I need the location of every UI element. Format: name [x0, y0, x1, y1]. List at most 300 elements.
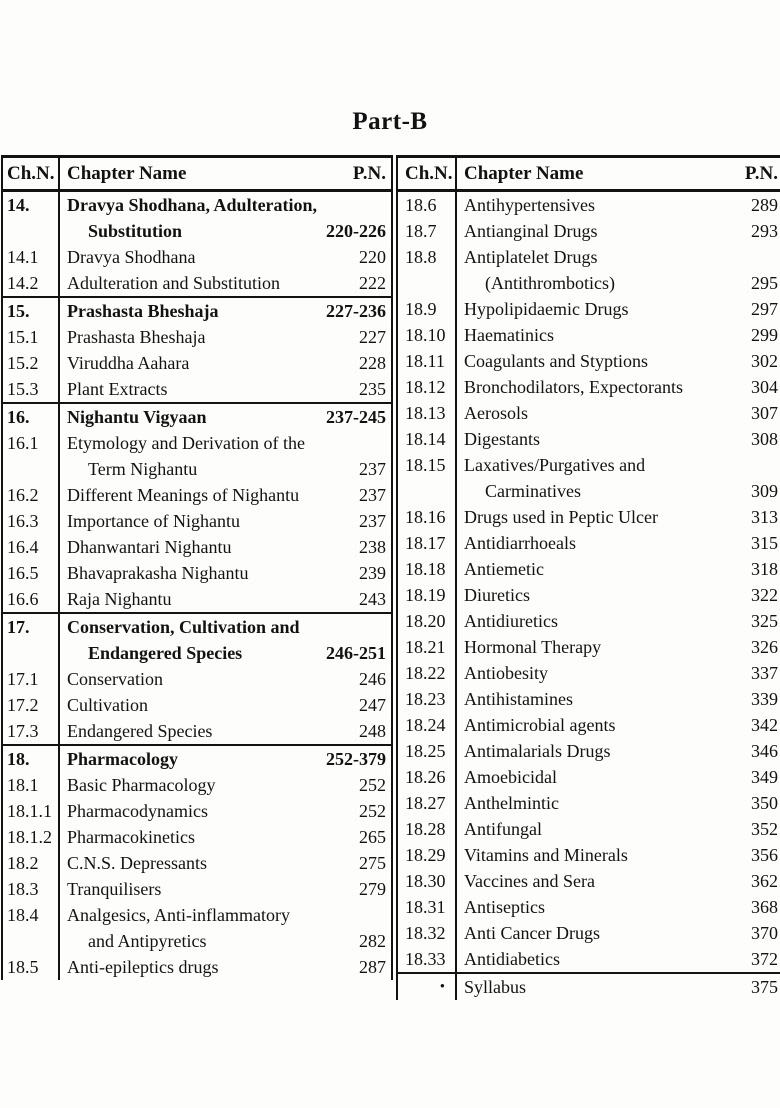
page-number: 237-245	[326, 407, 386, 427]
chapter-name: Anthelmintic	[464, 793, 559, 813]
entry-body	[60, 508, 391, 534]
chapter-number: 18.14	[398, 426, 457, 452]
page-number: 227-236	[326, 301, 386, 321]
chapter-number: 18.25	[398, 738, 457, 764]
page-number: 350	[751, 793, 778, 813]
chapter-name: Antimalarials Drugs	[464, 741, 611, 761]
toc-entry	[398, 608, 780, 634]
page-number: 325	[751, 611, 778, 631]
page-number: 362	[751, 871, 778, 891]
page-number: 282	[359, 931, 386, 951]
page-number: 237	[359, 459, 386, 479]
chapter-name: Coagulants and Styptions	[464, 351, 648, 371]
chapter-number: 16.2	[3, 482, 60, 508]
entry-body	[457, 816, 780, 842]
toc-entry	[3, 666, 391, 692]
chapter-number: 18.21	[398, 634, 457, 660]
chapter-number: 18.13	[398, 400, 457, 426]
page-title: Part-B	[352, 108, 428, 135]
entry-body	[60, 298, 391, 324]
toc-entry	[398, 504, 780, 530]
entry-line	[60, 430, 391, 456]
chapter-name: Endangered Species	[88, 643, 243, 663]
entry-body	[457, 426, 780, 452]
column-header-page-number: P.N.	[744, 162, 778, 184]
page-number: 239	[359, 563, 386, 583]
chapter-number: 18.18	[398, 556, 457, 582]
entry-body	[457, 192, 780, 218]
chapter-name: (Antithrombotics)	[485, 273, 615, 293]
entry-line	[60, 192, 391, 218]
chapter-number: 18.26	[398, 764, 457, 790]
chapter-name: Anti-epileptics drugs	[67, 957, 219, 977]
table-header-row	[398, 158, 780, 192]
chapter-name: Vitamins and Minerals	[464, 845, 628, 865]
page-number: 302	[751, 351, 778, 371]
entry-line	[60, 954, 391, 980]
entry-line	[60, 508, 391, 534]
chapter-number: 18.9	[398, 296, 457, 322]
entry-body	[457, 400, 780, 426]
entry-line	[60, 534, 391, 560]
page-number: 372	[751, 949, 778, 969]
chapter-number: 18.29	[398, 842, 457, 868]
chapter-name: Substitution	[88, 221, 183, 241]
entry-line	[60, 298, 391, 324]
toc-entry	[398, 452, 780, 504]
entry-line	[60, 772, 391, 798]
toc-entry	[3, 586, 391, 612]
chapter-name: Antiplatelet Drugs	[464, 247, 598, 267]
page-number: 337	[751, 663, 778, 683]
toc-entry	[3, 404, 391, 430]
entry-line	[60, 666, 391, 692]
page-number: 275	[359, 853, 386, 873]
toc-section	[3, 296, 391, 402]
entry-body	[60, 350, 391, 376]
chapter-number: 18.22	[398, 660, 457, 686]
page-number: 370	[751, 923, 778, 943]
chapter-name: Digestants	[464, 429, 540, 449]
chapter-number: 17.1	[3, 666, 60, 692]
toc-section	[3, 612, 391, 744]
toc-entry	[398, 842, 780, 868]
chapter-name: Importance of Nighantu	[67, 511, 240, 531]
page-number: 342	[751, 715, 778, 735]
entry-line	[457, 296, 780, 322]
page-number: 346	[751, 741, 778, 761]
entry-body	[60, 798, 391, 824]
page-number: 238	[359, 537, 386, 557]
entry-line	[60, 692, 391, 718]
page-number: 339	[751, 689, 778, 709]
entry-line	[457, 686, 780, 712]
chapter-name: Analgesics, Anti-inflammatory	[67, 905, 290, 925]
chapter-name: Dravya Shodhana, Adulteration,	[67, 195, 318, 215]
toc-section	[3, 402, 391, 612]
chapter-number: 18.32	[398, 920, 457, 946]
column-header-chapter-name: Chapter Name	[67, 162, 187, 184]
column-header-chapter-number: Ch.N.	[398, 158, 457, 189]
toc-section	[3, 192, 391, 296]
chapter-number: 16.4	[3, 534, 60, 560]
toc-entry	[398, 868, 780, 894]
toc-entry	[398, 556, 780, 582]
chapter-name: and Antipyretics	[88, 931, 207, 951]
toc-entry	[3, 798, 391, 824]
page-number: 349	[751, 767, 778, 787]
entry-line	[457, 374, 780, 400]
toc-entry	[398, 244, 780, 296]
page-number: 304	[751, 377, 778, 397]
chapter-number: 18.15	[398, 452, 457, 504]
entry-line	[457, 868, 780, 894]
page-number: 287	[359, 957, 386, 977]
entry-body	[457, 634, 780, 660]
page-number: 237	[359, 485, 386, 505]
toc-section	[3, 744, 391, 980]
chapter-number: 18.12	[398, 374, 457, 400]
chapter-number: 18.1.2	[3, 824, 60, 850]
page-number: 307	[751, 403, 778, 423]
chapter-number: 17.	[3, 614, 60, 666]
page-number: 228	[359, 353, 386, 373]
chapter-number: 18.17	[398, 530, 457, 556]
chapter-name: Antiobesity	[464, 663, 548, 683]
toc-entry	[398, 764, 780, 790]
toc-section	[398, 972, 780, 1000]
chapter-name: Antiseptics	[464, 897, 545, 917]
toc-entry	[3, 508, 391, 534]
toc-section	[398, 192, 780, 972]
entry-body	[457, 218, 780, 244]
toc-entry	[3, 298, 391, 324]
entry-line	[60, 244, 391, 270]
entry-line	[457, 634, 780, 660]
entry-line	[457, 478, 780, 504]
toc-entry	[3, 954, 391, 980]
chapter-number: 14.1	[3, 244, 60, 270]
page-number: 326	[751, 637, 778, 657]
chapter-number: 18.31	[398, 894, 457, 920]
entry-line	[457, 894, 780, 920]
toc-entry	[3, 430, 391, 482]
toc-entry	[398, 218, 780, 244]
toc-entry	[398, 974, 780, 1000]
page-number: 252-379	[326, 749, 386, 769]
chapter-number: 18.16	[398, 504, 457, 530]
entry-body	[60, 772, 391, 798]
toc-entry	[3, 192, 391, 244]
entry-line	[457, 738, 780, 764]
page-number: 308	[751, 429, 778, 449]
chapter-name: Drugs used in Peptic Ulcer	[464, 507, 658, 527]
entry-line	[60, 350, 391, 376]
chapter-name: Dhanwantari Nighantu	[67, 537, 232, 557]
page-number: 248	[359, 721, 386, 741]
page-number: 299	[751, 325, 778, 345]
chapter-number: 18.1	[3, 772, 60, 798]
entry-line	[60, 404, 391, 430]
toc-entry	[398, 348, 780, 374]
toc-entry	[398, 738, 780, 764]
page-number: 315	[751, 533, 778, 553]
page-number: 220	[359, 247, 386, 267]
chapter-name: Bhavaprakasha Nighantu	[67, 563, 249, 583]
chapter-number: 18.27	[398, 790, 457, 816]
entry-line	[457, 426, 780, 452]
entry-line	[457, 270, 780, 296]
toc-table-right	[396, 155, 780, 1000]
chapter-number: 18.	[3, 746, 60, 772]
page-number: 222	[359, 273, 386, 293]
chapter-name: Prashasta Bheshaja	[67, 327, 206, 347]
entry-body	[60, 876, 391, 902]
entry-line	[457, 348, 780, 374]
toc-entry	[3, 560, 391, 586]
chapter-name: Amoebicidal	[464, 767, 557, 787]
chapter-name: Anti Cancer Drugs	[464, 923, 600, 943]
entry-line	[60, 614, 391, 640]
entry-body	[457, 842, 780, 868]
chapter-name: Nighantu Vigyaan	[67, 407, 207, 427]
entry-line	[457, 452, 780, 478]
chapter-number: 18.20	[398, 608, 457, 634]
page-number: 246-251	[326, 643, 386, 663]
chapter-number: 18.3	[3, 876, 60, 902]
chapter-name: Bronchodilators, Expectorants	[464, 377, 683, 397]
page-number: 318	[751, 559, 778, 579]
page-number: 297	[751, 299, 778, 319]
entry-body	[457, 244, 780, 296]
entry-line	[457, 920, 780, 946]
page-number: 313	[751, 507, 778, 527]
entry-body	[457, 764, 780, 790]
chapter-name: Term Nighantu	[88, 459, 198, 479]
chapter-number: 14.2	[3, 270, 60, 296]
entry-line	[60, 586, 391, 612]
contents-tables	[1, 155, 780, 1000]
entry-body	[60, 614, 391, 666]
chapter-number: 17.3	[3, 718, 60, 744]
entry-line	[60, 902, 391, 928]
entry-line	[457, 974, 780, 1000]
toc-entry	[3, 350, 391, 376]
entry-line	[60, 798, 391, 824]
chapter-number: 18.5	[3, 954, 60, 980]
chapter-name: Antiemetic	[464, 559, 544, 579]
toc-entry	[3, 692, 391, 718]
entry-body	[457, 504, 780, 530]
chapter-name: Antihypertensives	[464, 195, 595, 215]
chapter-number: 18.1.1	[3, 798, 60, 824]
entry-body	[457, 920, 780, 946]
entry-body	[60, 560, 391, 586]
entry-line	[457, 400, 780, 426]
chapter-number: 14.	[3, 192, 60, 244]
chapter-number: 18.23	[398, 686, 457, 712]
entry-body	[60, 666, 391, 692]
column-header-chapter-name: Chapter Name	[464, 162, 584, 184]
chapter-name: Syllabus	[464, 977, 527, 997]
chapter-number: 15.	[3, 298, 60, 324]
toc-entry	[3, 772, 391, 798]
entry-body	[457, 686, 780, 712]
entry-line	[60, 928, 391, 954]
page-number: 243	[359, 589, 386, 609]
entry-body	[60, 534, 391, 560]
entry-line	[60, 560, 391, 586]
page-number: 227	[359, 327, 386, 347]
chapter-name: Antifungal	[464, 819, 542, 839]
page-number: 356	[751, 845, 778, 865]
entry-body	[457, 790, 780, 816]
chapter-name: Plant Extracts	[67, 379, 168, 399]
chapter-name: Cultivation	[67, 695, 148, 715]
table-header-row	[3, 158, 391, 192]
toc-entry	[3, 824, 391, 850]
toc-entry	[3, 244, 391, 270]
entry-line	[457, 712, 780, 738]
entry-body	[457, 868, 780, 894]
chapter-number: 18.33	[398, 946, 457, 972]
toc-entry	[398, 192, 780, 218]
entry-body	[60, 404, 391, 430]
toc-entry	[3, 746, 391, 772]
toc-entry	[3, 902, 391, 954]
toc-entry	[398, 582, 780, 608]
chapter-name: Pharmacokinetics	[67, 827, 195, 847]
entry-line	[60, 270, 391, 296]
entry-body	[60, 324, 391, 350]
chapter-name: Diuretics	[464, 585, 530, 605]
entry-line	[457, 244, 780, 270]
entry-body	[457, 348, 780, 374]
chapter-number: 18.30	[398, 868, 457, 894]
entry-body	[457, 556, 780, 582]
chapter-number: 16.3	[3, 508, 60, 534]
chapter-name: Dravya Shodhana	[67, 247, 196, 267]
chapter-name: Antidiuretics	[464, 611, 558, 631]
entry-line	[457, 816, 780, 842]
chapter-name: Pharmacodynamics	[67, 801, 208, 821]
toc-entry	[398, 322, 780, 348]
toc-entry	[398, 816, 780, 842]
entry-line	[457, 764, 780, 790]
chapter-name: Basic Pharmacology	[67, 775, 216, 795]
bullet-icon: •	[398, 974, 457, 1000]
entry-line	[457, 790, 780, 816]
entry-line	[457, 556, 780, 582]
chapter-name: Aerosols	[464, 403, 528, 423]
entry-body	[60, 586, 391, 612]
toc-entry	[3, 850, 391, 876]
chapter-name: Prashasta Bheshaja	[67, 301, 219, 321]
chapter-name: Different Meanings of Nighantu	[67, 485, 300, 505]
page-number: 237	[359, 511, 386, 531]
entry-body	[60, 430, 391, 482]
entry-line	[457, 608, 780, 634]
entry-body	[457, 894, 780, 920]
entry-body	[60, 192, 391, 244]
page-number: 265	[359, 827, 386, 847]
chapter-number: 18.4	[3, 902, 60, 954]
page-number: 247	[359, 695, 386, 715]
chapter-number: 18.10	[398, 322, 457, 348]
chapter-name: Hypolipidaemic Drugs	[464, 299, 629, 319]
entry-body	[457, 582, 780, 608]
toc-entry	[398, 946, 780, 972]
chapter-number: 18.8	[398, 244, 457, 296]
entry-body	[457, 974, 780, 1000]
entry-body	[60, 376, 391, 402]
toc-entry	[398, 634, 780, 660]
toc-entry	[398, 686, 780, 712]
toc-entry	[398, 660, 780, 686]
entry-body	[457, 738, 780, 764]
chapter-name: Antidiabetics	[464, 949, 560, 969]
chapter-name: Pharmacology	[67, 749, 178, 769]
toc-table-left	[1, 155, 393, 980]
chapter-number: 18.6	[398, 192, 457, 218]
toc-entry	[398, 426, 780, 452]
entry-line	[457, 660, 780, 686]
chapter-name: Antianginal Drugs	[464, 221, 598, 241]
entry-line	[60, 876, 391, 902]
entry-line	[60, 218, 391, 244]
entry-body	[60, 692, 391, 718]
entry-body	[457, 374, 780, 400]
chapter-number: 18.7	[398, 218, 457, 244]
chapter-name: Viruddha Aahara	[67, 353, 190, 373]
chapter-name: Conservation	[67, 669, 163, 689]
chapter-name: Conservation, Cultivation and	[67, 617, 300, 637]
entry-line	[60, 324, 391, 350]
chapter-name: Haematinics	[464, 325, 554, 345]
entry-line	[60, 640, 391, 666]
toc-entry	[398, 920, 780, 946]
page-number: 375	[751, 977, 778, 997]
column-header-page-number: P.N.	[352, 162, 386, 184]
entry-line	[60, 824, 391, 850]
entry-line	[457, 530, 780, 556]
entry-body	[457, 296, 780, 322]
chapter-number: 15.2	[3, 350, 60, 376]
entry-body	[60, 850, 391, 876]
chapter-name: C.N.S. Depressants	[67, 853, 207, 873]
entry-line	[457, 218, 780, 244]
chapter-number: 15.3	[3, 376, 60, 402]
page-number: 293	[751, 221, 778, 241]
chapter-name: Antidiarrhoeals	[464, 533, 576, 553]
chapter-name: Tranquilisers	[67, 879, 162, 899]
toc-entry	[3, 534, 391, 560]
toc-entry	[398, 530, 780, 556]
chapter-number: 16.1	[3, 430, 60, 482]
chapter-number: 16.	[3, 404, 60, 430]
entry-line	[60, 482, 391, 508]
entry-line	[60, 456, 391, 482]
chapter-name: Carminatives	[485, 481, 581, 501]
entry-body	[60, 746, 391, 772]
toc-entry	[3, 324, 391, 350]
chapter-number: 18.2	[3, 850, 60, 876]
entry-body	[457, 946, 780, 972]
toc-entry	[398, 790, 780, 816]
entry-body	[60, 270, 391, 296]
chapter-name: Laxatives/Purgatives and	[464, 455, 646, 475]
toc-entry	[3, 614, 391, 666]
